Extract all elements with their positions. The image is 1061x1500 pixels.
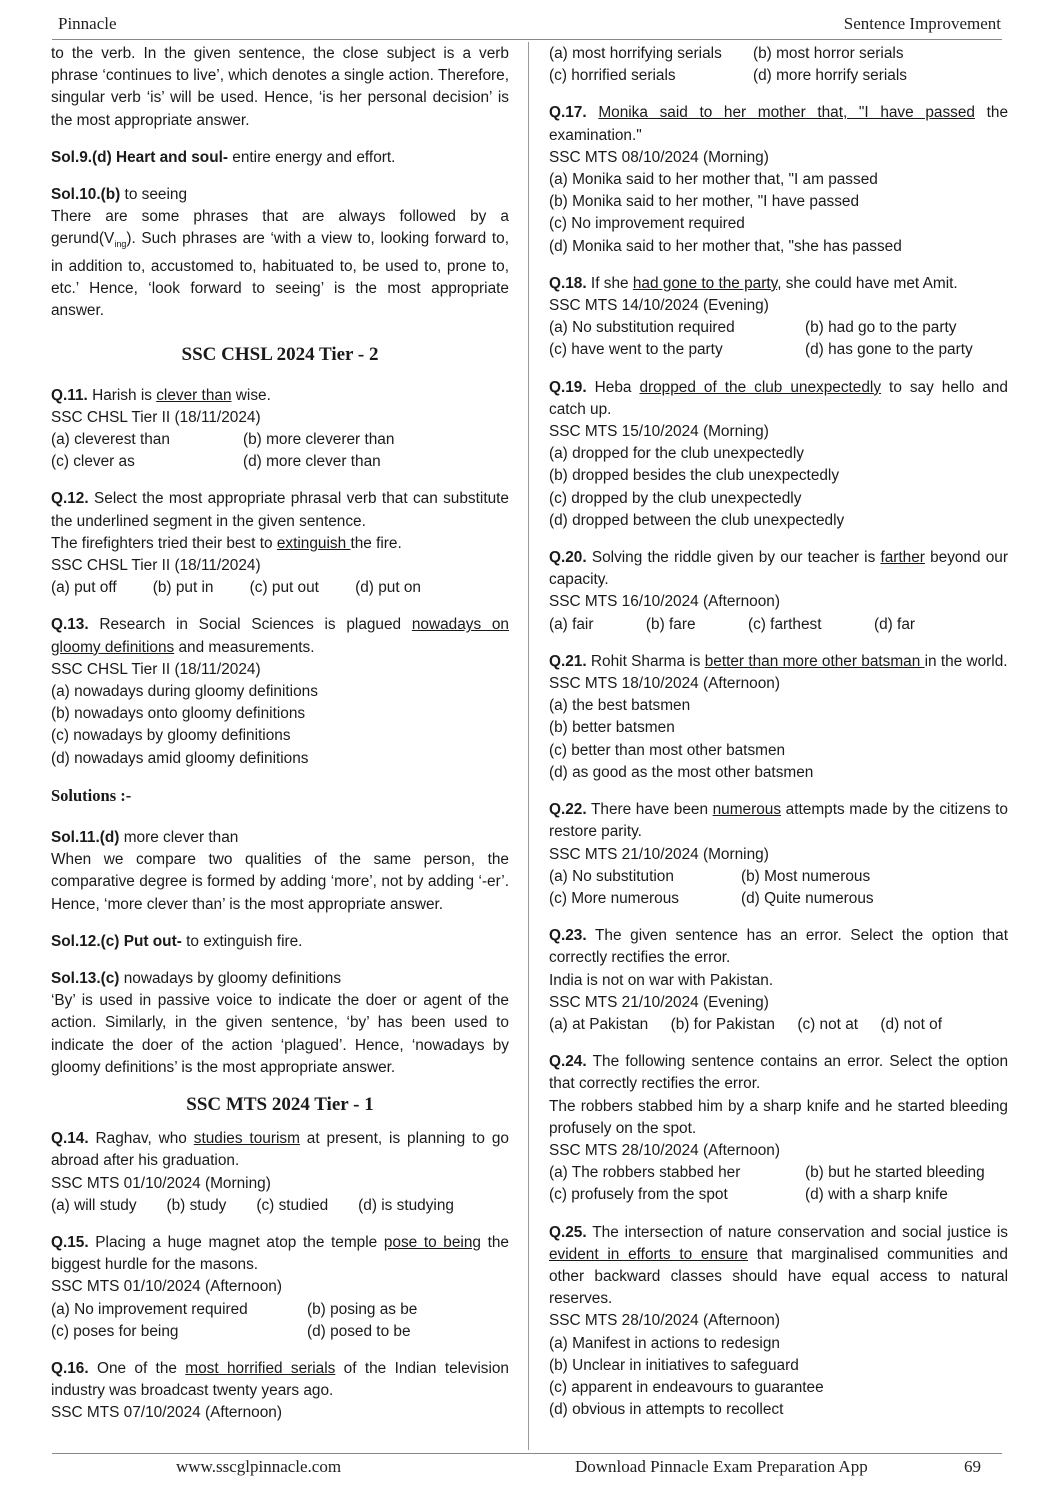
option: (a) No improvement required [51, 1300, 248, 1318]
option: (c) clever as [51, 453, 135, 471]
question-25: Q.25. The intersection of nature conservation and social justice is evident in efforts to ensure that marginalised communities and other backward classes should have equal access to natural reserves. SSC MTS 28/10/2024 (Afternoon) (a) Manifest in actions to redesign (b) Unclear in initiatives to safeguard (c) apparent in endeavours to guarantee (d) obvious in attempts to recollect [549, 1222, 1008, 1422]
option: (c) put out [249, 579, 319, 597]
option: (b) had go to the party [805, 319, 957, 337]
solutions-heading: Solutions :- [51, 785, 132, 805]
question-source: SSC MTS 01/10/2024 (Afternoon) [51, 1278, 282, 1296]
option: (d) as good as the most other batsmen [549, 763, 814, 781]
option: (a) The robbers stabbed her [549, 1164, 741, 1182]
page-number: 69 [964, 1457, 981, 1476]
answer-options [51, 1299, 509, 1343]
question-source: SSC MTS 08/10/2024 (Morning) [549, 148, 769, 166]
option: (b) dropped besides the club unexpectedly [549, 467, 840, 485]
option: (b) nowadays onto gloomy definitions [51, 705, 306, 723]
solution-label: Sol.10.(b) [51, 186, 121, 204]
option: (d) posed to be [307, 1322, 411, 1340]
question-15: Q.15. Placing a huge magnet atop the temple pose to being the biggest hurdle for the masons. SSC MTS 01/10/2024 (Afternoon) (a) No improvement required (b) posing as be (c) poses for being (d) posed to be [51, 1232, 509, 1343]
solution-9: Sol.9.(d) Heart and soul- entire energy and effort. [51, 148, 396, 166]
option: (c) not at [797, 1015, 859, 1033]
header-topic: Sentence Improvement [843, 14, 1001, 33]
option: (a) No substitution required [549, 319, 735, 337]
question-source: SSC MTS 01/10/2024 (Morning) [51, 1174, 271, 1192]
answer-options [549, 1162, 1008, 1206]
header-brand: Pinnacle [58, 14, 117, 33]
answer-options [51, 429, 509, 473]
option: (c) apparent in endeavours to guarantee [549, 1378, 824, 1396]
option: (d) far [873, 615, 915, 633]
option: (a) cleverest than [51, 430, 170, 448]
question-16-options [549, 43, 1008, 87]
option: (a) put off [51, 579, 117, 597]
question-source: SSC CHSL Tier II (18/11/2024) [51, 556, 261, 574]
option: (d) not of [880, 1015, 942, 1033]
question-19: Q.19. Heba dropped of the club unexpectedly to say hello and catch up. SSC MTS 15/10/2024 (Morning) (a) dropped for the club unexpectedly (b) dropped besides the club unexpectedly (c) dropped by the club unexpectedly (d) dropped between the club unexpectedly [549, 377, 1008, 532]
option: (d) put on [355, 579, 421, 597]
question-17: Q.17. Monika said to her mother that, "I have passed the examination." SSC MTS 08/10/2024 (Morning) (a) Monika said to her mother that, "I am passed (b) Monika said to her mother, "I have passed (c) No improvement required (d) Monika said to her mother that, "she has passed [549, 102, 1008, 257]
option: (b) most horror serials [753, 45, 904, 62]
option: (d) dropped between the club unexpectedly [549, 511, 845, 529]
section-heading-mts: SSC MTS 2024 Tier - 1 [186, 1094, 374, 1115]
section-heading-chsl: SSC CHSL 2024 Tier - 2 [181, 344, 379, 366]
question-source: SSC MTS 21/10/2024 (Morning) [549, 845, 769, 863]
question-source: SSC MTS 16/10/2024 (Afternoon) [549, 593, 780, 611]
answer-options [549, 614, 915, 636]
option: (d) more clever than [243, 453, 381, 471]
option: (a) No substitution [549, 867, 674, 885]
option: (d) is studying [358, 1196, 454, 1214]
option: (c) poses for being [51, 1322, 179, 1340]
option: (c) horrified serials [549, 67, 676, 85]
option: (d) Monika said to her mother that, "she has passed [549, 237, 902, 255]
option: (b) but he started bleeding [805, 1164, 985, 1182]
question-24: Q.24. The following sentence contains an error. Select the option that correctly rectifies the error. The robbers stabbed him by a sharp knife and he started bleeding profusely on the spot. SSC MTS 28/10/2024 (Afternoon) (a) The robbers stabbed her (b) but he started bleeding (c) profusely from the spot (d) with a sharp knife [549, 1051, 1008, 1206]
option: (c) No improvement required [549, 215, 745, 233]
option: (a) at Pakistan [549, 1015, 649, 1033]
option: (d) with a sharp knife [805, 1186, 948, 1204]
option: (d) more horrify serials [753, 67, 907, 85]
footer-rule [52, 1453, 1002, 1454]
header-rule [52, 39, 1002, 40]
footer-website-link[interactable]: www.sscglpinnacle.com [176, 1457, 342, 1476]
solution-11: Sol.11.(d) more clever than When we compare two qualities of the same person, the comparative degree is formed by adding ‘more’, not by adding ‘-er’. Hence, ‘more clever than’ is the most appropriate answer. [51, 828, 509, 913]
question-source: SSC MTS 07/10/2024 (Afternoon) [51, 1404, 282, 1422]
option: (c) nowadays by gloomy definitions [51, 727, 291, 745]
question-14: Q.14. Raghav, who studies tourism at present, is planning to go abroad after his graduation. SSC MTS 01/10/2024 (Morning) (a) will study (b) study (c) studied (d) is studying [51, 1128, 509, 1217]
question-21: Q.21. Rohit Sharma is better than more other batsman in the world. SSC MTS 18/10/2024 (Afternoon) (a) the best batsmen (b) better batsmen (c) better than most other batsmen (d) as good as the most other batsmen [549, 651, 1008, 784]
option: (d) has gone to the party [805, 341, 973, 359]
question-20: Q.20. Solving the riddle given by our teacher is farther beyond our capacity. SSC MTS 16/10/2024 (Afternoon) (a) fair (b) fare (c) farthest (d) far [549, 547, 1008, 636]
question-source: SSC MTS 28/10/2024 (Afternoon) [549, 1141, 780, 1159]
option: (a) Manifest in actions to redesign [549, 1334, 780, 1352]
option: (b) better batsmen [549, 719, 675, 737]
option: (a) most horrifying serials [549, 45, 722, 62]
answer-options [549, 1014, 942, 1036]
question-source: SSC MTS 28/10/2024 (Afternoon) [549, 1312, 780, 1330]
question-16: Q.16. One of the most horrified serials of the Indian television industry was broadcast twenty years ago. SSC MTS 07/10/2024 (Afternoon) [51, 1358, 509, 1425]
option: (a) will study [51, 1196, 137, 1214]
option: (b) Most numerous [741, 867, 871, 885]
option: (b) Unclear in initiatives to safeguard [549, 1356, 799, 1374]
answer-options [549, 317, 1008, 361]
option: (c) profusely from the spot [549, 1186, 728, 1204]
option: (b) study [166, 1196, 227, 1214]
option: (a) the best batsmen [549, 697, 691, 715]
answer-options [549, 866, 1008, 910]
option: (a) Monika said to her mother that, "I am passed [549, 171, 878, 189]
question-source: SSC CHSL Tier II (18/11/2024) [51, 660, 261, 678]
option: (c) better than most other batsmen [549, 741, 786, 759]
solution-10: Sol.10.(b) to seeing There are some phrases that are always followed by a $gerund(V_{ing})$. Such phrases are ‘with a view to, looking forward to, in addition to, accustomed to, habituated to, be used to, prone to, etc.’ Hence, ‘look forward to seeing’ is the most appropriate answer. [51, 186, 509, 320]
answer-options [51, 1195, 454, 1217]
option: (c) More numerous [549, 889, 680, 907]
option: (b) posing as be [307, 1300, 418, 1318]
solution-label: Sol.9.(d) Heart and soul- [51, 148, 229, 166]
question-source: SSC MTS 14/10/2024 (Evening) [549, 297, 769, 315]
option: (d) nowadays amid gloomy definitions [51, 749, 309, 767]
question-13: Q.13. Research in Social Sciences is plagued nowadays on gloomy definitions and measurements. SSC CHSL Tier II (18/11/2024) (a) nowadays during gloomy definitions (b) nowadays onto gloomy definitions (c) nowadays by gloomy definitions (d) nowadays amid gloomy definitions [51, 614, 509, 769]
option: (c) have went to the party [549, 341, 723, 359]
question-source: SSC MTS 21/10/2024 (Evening) [549, 993, 769, 1011]
answer-options [51, 577, 421, 599]
question-22: Q.22. There have been numerous attempts made by the citizens to restore parity. SSC MTS 21/10/2024 (Morning) (a) No substitution (b) Most numerous (c) More numerous (d) Quite numerous [549, 799, 1008, 910]
option: (c) farthest [747, 615, 822, 633]
question-source: SSC MTS 15/10/2024 (Morning) [549, 423, 769, 441]
column-divider [528, 42, 529, 1450]
option: (b) put in [152, 579, 214, 597]
option: (b) Monika said to her mother, "I have passed [549, 193, 860, 211]
question-23: Q.23. The given sentence has an error. Select the option that correctly rectifies the error. India is not on war with Pakistan. SSC MTS 21/10/2024 (Evening) (a) at Pakistan (b) for Pakistan (c) not at (d) not of [549, 925, 1008, 1036]
solution-12: Sol.12.(c) Put out- to extinguish fire. [51, 932, 303, 950]
question-18: Q.18. If she had gone to the party, she could have met Amit. SSC MTS 14/10/2024 (Evening) (a) No substitution required (b) had go to the party (c) have went to the party (d) has gone to the party [549, 273, 1008, 362]
solution-13: Sol.13.(c) nowadays by gloomy definitions ‘By’ is used in passive voice to indicate the doer or agent of the action. Similarly, in the given sentence, ‘by’ has been used to indicate the doer of the action ‘plagued’. Hence, ‘nowadays by gloomy definitions’ is the most appropriate answer. [51, 969, 509, 1076]
option: (a) nowadays during gloomy definitions [51, 682, 318, 700]
option: (c) studied [256, 1196, 329, 1214]
option: (d) Quite numerous [741, 889, 874, 907]
option: (b) fare [645, 615, 696, 633]
option: (d) obvious in attempts to recollect [549, 1401, 784, 1419]
option: (a) dropped for the club unexpectedly [549, 445, 804, 463]
solution-continuation: to the verb. In the given sentence, the close subject is a verb phrase ‘continues to live’, which denotes a single action. Therefore, singular verb ‘is’ will be used. Hence, ‘is her personal decision’ is the most appropriate answer. [51, 45, 509, 129]
question-source: SSC MTS 18/10/2024 (Afternoon) [549, 675, 780, 693]
question-11: Q.11. Harish is clever than wise. SSC CHSL Tier II (18/11/2024) (a) cleverest than (b) more cleverer than (c) clever as (d) more clever than [51, 385, 509, 474]
option: (c) dropped by the club unexpectedly [549, 489, 802, 507]
footer-app-promo: Download Pinnacle Exam Preparation App [575, 1457, 868, 1476]
right-column [549, 43, 1008, 1421]
option: (b) more cleverer than [243, 430, 395, 448]
question-source: SSC CHSL Tier II (18/11/2024) [51, 408, 261, 426]
question-12: Q.12. Select the most appropriate phrasal verb that can substitute the underlined segment in the given sentence. The firefighters tried their best to extinguish the fire. SSC CHSL Tier II (18/11/2024) (a) put off (b) put in (c) put out (d) put on [51, 488, 509, 599]
option: (b) for Pakistan [670, 1015, 775, 1033]
option: (a) fair [549, 615, 594, 633]
left-column [51, 43, 509, 1425]
